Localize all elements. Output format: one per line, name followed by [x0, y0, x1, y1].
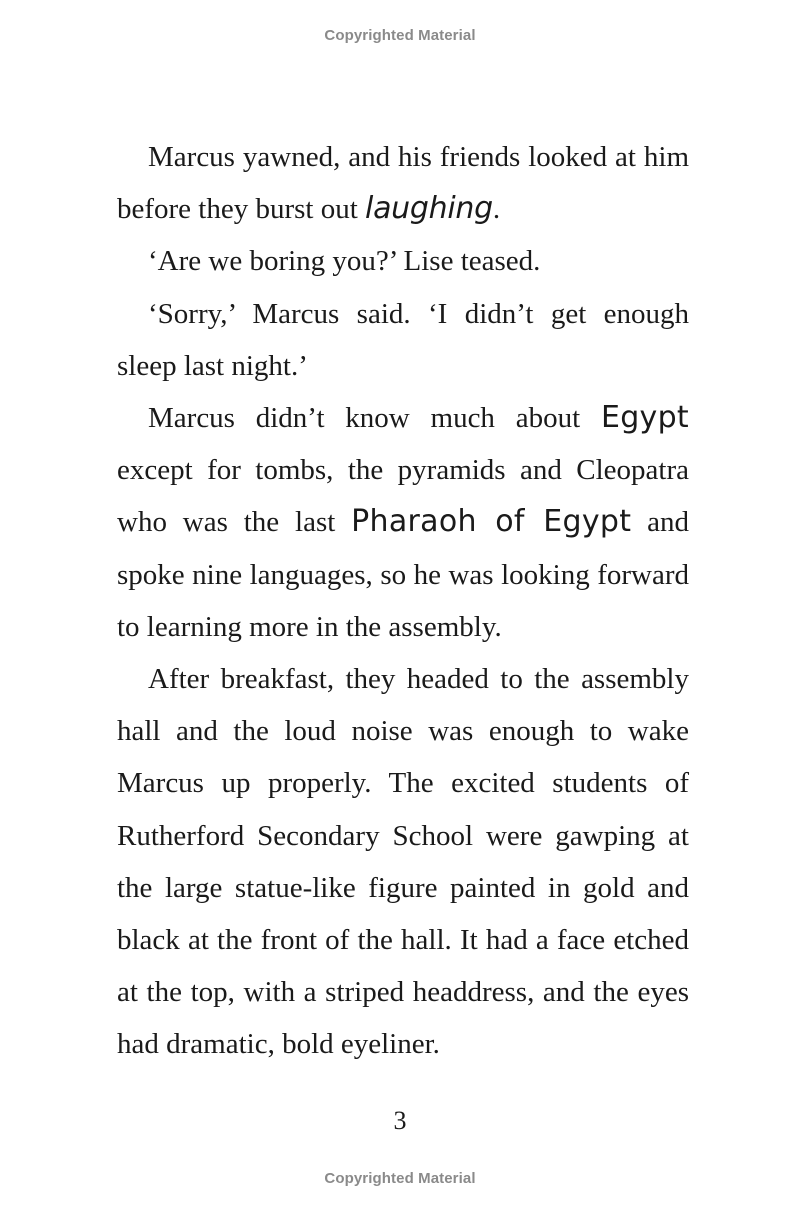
paragraph-2: ‘Are we boring you?’ Lise teased.: [148, 245, 541, 278]
page-number: 3: [393, 1106, 407, 1135]
paragraph-5: After breakfast, they headed to the assembly hall and the loud noise was enough to wake Marcus up properly. The excited students of Rutherford Secondary School were gawping at the large statue-like figure painted in gold and black at the front of the hall. It had a face etched at the top, with a striped headdress, and the eyes had dramatic, bold eyeliner.: [117, 663, 689, 1061]
paragraph-3: ‘Sorry,’ Marcus said. ‘I didn’t get enough sleep last night.’: [117, 297, 689, 382]
paragraph-4-part-2: except for tombs, the pyramids and Cleopatra who was the last: [117, 454, 689, 539]
emphasized-word-laughing: laughing: [365, 191, 493, 227]
emphasized-word-egypt: Egypt: [600, 400, 689, 436]
paragraph-1-end: .: [492, 193, 501, 226]
copyright-watermark-top: Copyrighted Material: [324, 27, 476, 44]
paragraph-4: [117, 392, 689, 653]
paragraph-4-part-1: Marcus didn’t know much about: [148, 402, 601, 435]
paragraph-1-text: Marcus yawned, and his friends looked at him before they burst out: [117, 141, 689, 226]
copyright-watermark-bottom: Copyrighted Material: [324, 1170, 476, 1187]
paragraph-1: [117, 131, 689, 235]
emphasized-phrase-pharaoh: Pharaoh of Egypt: [351, 504, 632, 540]
paragraph-4-part-3: and spoke nine languages, so he was looking forward to learning more in the assembly.: [117, 506, 690, 643]
page-body: [117, 131, 689, 1071]
